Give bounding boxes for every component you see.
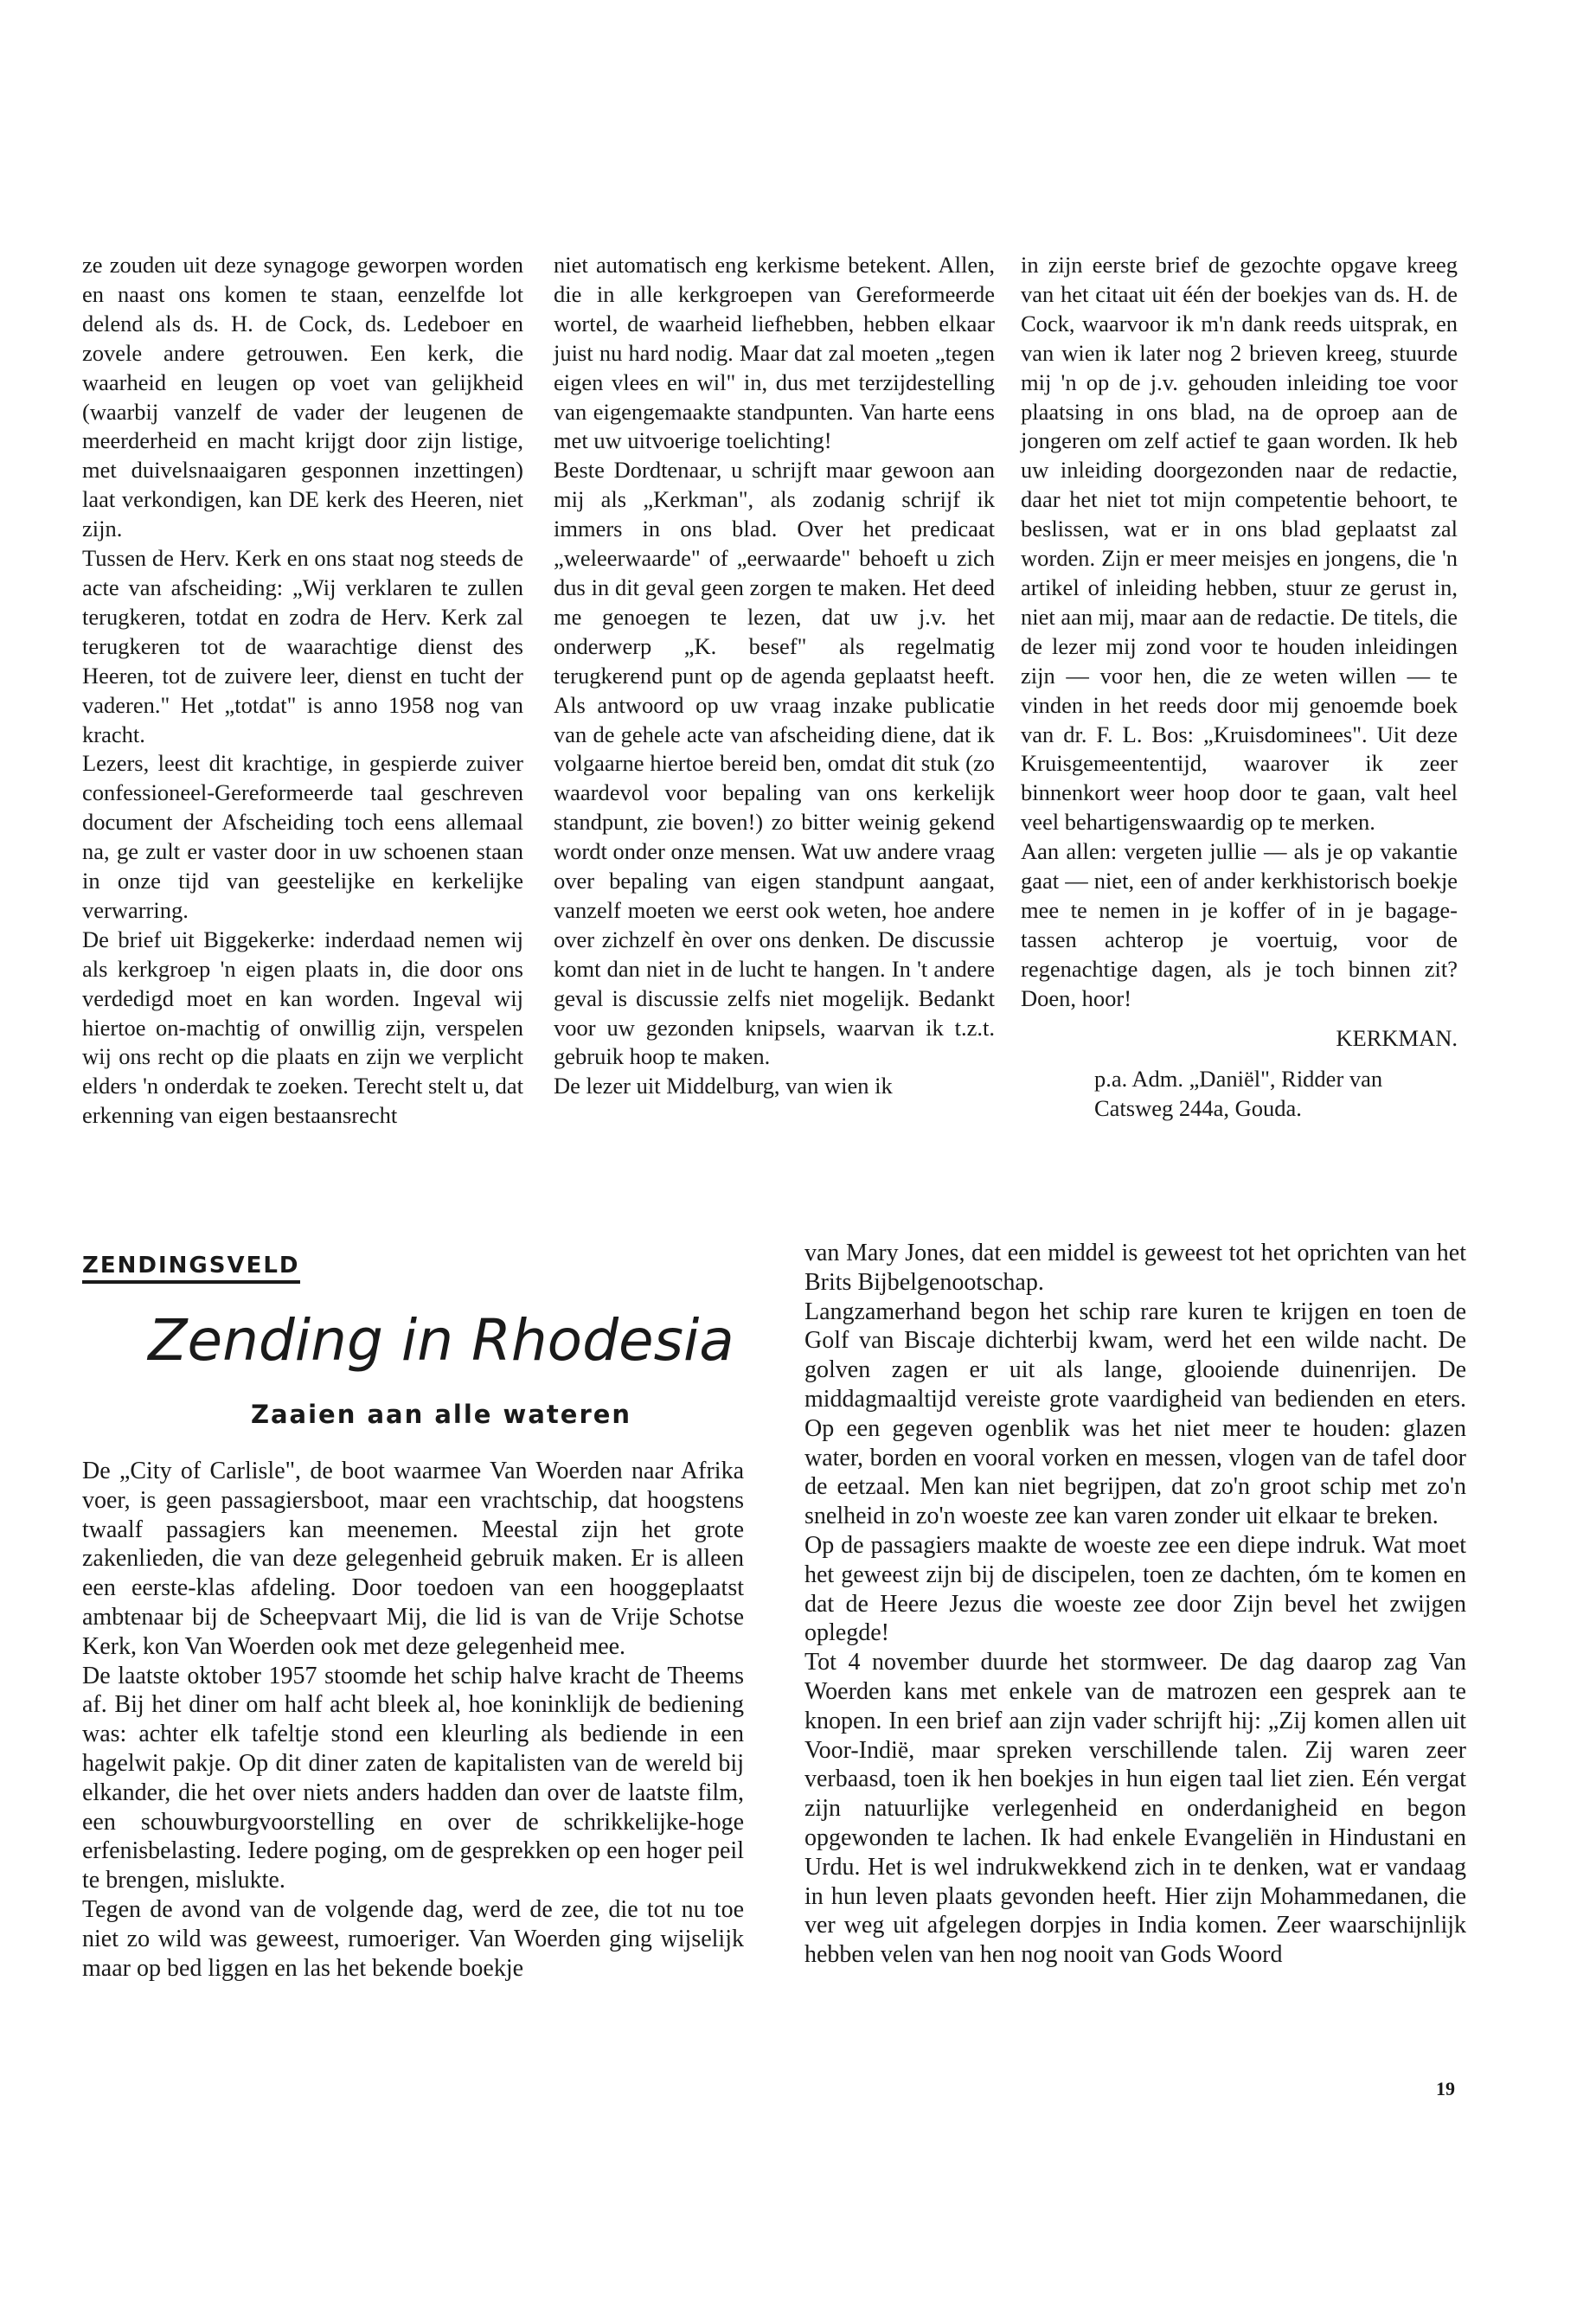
- paragraph: De lezer uit Middelburg, van wien ik: [554, 1073, 893, 1099]
- column-3: [1021, 251, 1458, 1124]
- paragraph: Beste Dordtenaar, u schrijft maar gewoon aan mij als „Kerkman", als zodanig schrijf ik immers in ons blad. Over het predicaat „weleerwaarde" of „eerwaarde" behoeft u zich dus in dit geval geen zorgen te maken. Het deed me genoegen te lezen, dat uw j.v. het onderwerp „K. besef" als regelmatig terugkerend punt op de agenda geplaatst heeft. Als antwoord op uw vraag inzake publicatie van de gehele acte van afscheiding diene, dat ik volgaarne hiertoe bereid ben, omdat dit stuk (zo waardevol voor bepaling van ons kerkelijk standpunt, zie boven!) zo bitter weinig gekend wordt onder onze mensen. Wat uw andere vraag over bepaling van eigen standpunt aangaat, vanzelf moeten we eerst ook weten, hoe andere over zichzelf èn over ons denken. De discussie komt dan niet in de lucht te hangen. In 't andere geval is discussie zelfs niet mogelijk. Bedankt voor uw gezonden knipsels, waarvan ik t.z.t. gebruik hoop te maken.: [554, 457, 995, 1070]
- address-line-2: Catsweg 244a, Gouda.: [1094, 1095, 1302, 1122]
- article-right-column: [804, 1239, 1466, 1970]
- paragraph: niet automatisch eng kerkisme betekent. Allen, die in alle kerkgroepen van Gereformeerde wortel, de waarheid liefhebben, hebben elkaar juist nu hard nodig. Maar dat zal moeten „tegen eigen vlees en wil" in, dus met terzijdestelling van eigengemaakte standpunten. Van harte eens met uw uitvoerige toelichting!: [554, 252, 995, 454]
- paragraph: in zijn eerste brief de gezochte opgave kreeg van het citaat uit één der boekjes van ds. H. de Cock, waarvoor ik m'n dank reeds uitsprak, en van wien ik later nog 2 brieven kreeg, stuurde mij 'n op de j.v. gehouden inleiding toe voor plaatsing in ons blad, na de oproep aan de jongeren om zelf actief te gaan worden. Ik heb uw inleiding doorgezonden naar de redactie, daar het niet tot mijn competentie behoort, te beslissen, wat er in ons blad geplaatst zal worden. Zijn er meer meisjes en jongens, die 'n artikel of inleiding hebben, stuur ze gerust in, niet aan mij, maar aan de redactie. De titels, die de lezer mij zond voor te houden inleidingen zijn — voor hen, die ze weten willen — te vinden in het reeds door mij genoemde boek van dr. F. L. Bos: „Kruisdominees". Uit deze Kruisgemeententijd, waarover ik zeer binnenkort weer hoop door te gaan, valt heel veel behartigenswaardig op te merken.: [1021, 252, 1458, 836]
- paragraph: Lezers, leest dit krachtige, in gespierde zuiver confessioneel-Gereformeerde taal geschreven document der Afscheiding toch eens allemaal na, ge zult er vaster door in uw schoenen staan in onze tijd van geestelijke en kerkelijke verwarring.: [82, 750, 523, 923]
- paragraph: De brief uit Biggekerke: inderdaad nemen wij als kerkgroep 'n eigen plaats in, die door ons verdedigd moet en kan worden. Ingeval wij hiertoe on-machtig of onwillig zijn, verspelen wij ons recht op die plaats en zijn we verplicht elders 'n onderdak te zoeken. Terecht stelt u, dat erkenning van eigen bestaansrecht: [82, 926, 523, 1129]
- paragraph: Op de passagiers maakte de woeste zee een diepe indruk. Wat moet het geweest zijn bij de discipelen, toen ze dachten, óm te komen en dat de Heere Jezus die woeste zee door Zijn bevel het zwijgen oplegde!: [804, 1531, 1466, 1647]
- section-label: ZENDINGSVELD: [82, 1253, 300, 1284]
- paragraph: ze zouden uit deze synagoge geworpen worden en naast ons komen te staan, eenzelfde lot delend als ds. H. de Cock, ds. Ledeboer en zovele andere getrouwen. Een kerk, die waarheid en leugen op voet van gelijkheid (waarbij vanzelf de vader der leugenen de meerderheid en macht krijgt door zijn listige, met duivelsnaaigaren gesponnen inzettingen) laat verkondigen, kan DE kerk des Heeren, niet zijn.: [82, 252, 523, 542]
- column-1: [82, 251, 523, 1131]
- column-2: [554, 251, 995, 1101]
- headline: Zending in Rhodesia: [148, 1307, 734, 1374]
- article-left-column: [82, 1457, 744, 1983]
- paragraph: De „City of Carlisle", de boot waarmee Van Woerden naar Afrika voer, is geen passagiersboot, maar een vrachtschip, dat hoogstens twaalf passagiers kan meenemen. Meestal zijn het grote zakenlieden, die van deze gelegenheid gebruik maken. Er is alleen een eerste-klas afdeling. Door toedoen van een hooggeplaatst ambtenaar bij de Scheepvaart Mij, die lid is van de Vrije Schotse Kerk, kon Van Woerden ook met deze gelegenheid mee.: [82, 1458, 744, 1660]
- paragraph: De laatste oktober 1957 stoomde het schip halve kracht de Theems af. Bij het diner om half acht bleek al, hoe koninklijk de bediening was: achter elk tafeltje stond een kleurling als bediende in een hagelwit pakje. Op dit diner zaten de kapitalisten van de wereld bij elkander, die het over niets anders hadden dan over de laatste film, een schouwburgvoorstelling en over de schrikkelijke-hoge erfenisbelasting. Iedere poging, om de gesprekken op een hoger peil te brengen, mislukte.: [82, 1662, 744, 1894]
- paragraph: Aan allen: vergeten jullie — als je op vakantie gaat — niet, een of ander kerkhistorisch boekje mee te nemen in je koffer of in je bagage-tassen achterop je voertuig, voor de regenachtige dagen, als je toch binnen zit? Doen, hoor!: [1021, 838, 1458, 1011]
- signature: KERKMAN.: [1336, 1024, 1458, 1051]
- page-number: 19: [1436, 2078, 1455, 2099]
- paragraph: Tot 4 november duurde het stormweer. De dag daarop zag Van Woerden kans met enkele van de matrozen een gesprek aan te knopen. In een brief aan zijn vader schrijft hij: „Zij komen allen uit Voor-Indië, maar spreken verschillende talen. Zij waren zeer verbaasd, toen ik hen boekjes in hun eigen taal liet zien. Eén vergat zijn natuurlijke verlegenheid en onderdanigheid en begon opgewonden te lachen. Ik had enkele Evangeliën in Hindustani en Urdu. Het is wel indrukwekkend zich in te denken, wat er vandaag in hun leven plaats gevonden heeft. Hier zijn Mohammedanen, die ver weg uit afgelegen dorpjes in India komen. Zeer waarschijnlijk hebben velen van hen nog nooit van Gods Woord: [804, 1649, 1466, 1969]
- paragraph: Tegen de avond van de volgende dag, werd de zee, die tot nu toe niet zo wild was geweest, rumoeriger. Van Woerden ging wijselijk maar op bed liggen en las het bekende boekje: [82, 1895, 744, 1982]
- paragraph: Langzamerhand begon het schip rare kuren te krijgen en toen de Golf van Biscaje dichterbij kwam, werd het een wilde nacht. De golven zagen er uit als lange, glooiende duinenrijen. De middagmaaltijd vereiste grote vaardigheid van bedienden en eters. Op een gegeven ogenblik was het niet meer te houden: glazen water, borden en vooral vorken en messen, vlogen van de tafel door de eetzaal. Men kan niet begrijpen, dat zo'n groot schip met zo'n snelheid in zo'n woeste zee kan varen zonder uit elkaar te breken.: [804, 1298, 1466, 1530]
- address-line-1: p.a. Adm. „Daniël", Ridder van: [1094, 1066, 1383, 1093]
- paragraph: van Mary Jones, dat een middel is geweest tot het oprichten van het Brits Bijbelgenootschap.: [804, 1240, 1466, 1296]
- subheadline: Zaaien aan alle wateren: [250, 1400, 632, 1429]
- paragraph: Tussen de Herv. Kerk en ons staat nog steeds de acte van afscheiding: „Wij verklaren te zullen terugkeren, totdat en zodra de Herv. Kerk zal terugkeren tot de waarachtige dienst des Heeren, tot de zuivere leer, dienst en tucht der vaderen." Het „totdat" is anno 1958 nog van kracht.: [82, 545, 523, 747]
